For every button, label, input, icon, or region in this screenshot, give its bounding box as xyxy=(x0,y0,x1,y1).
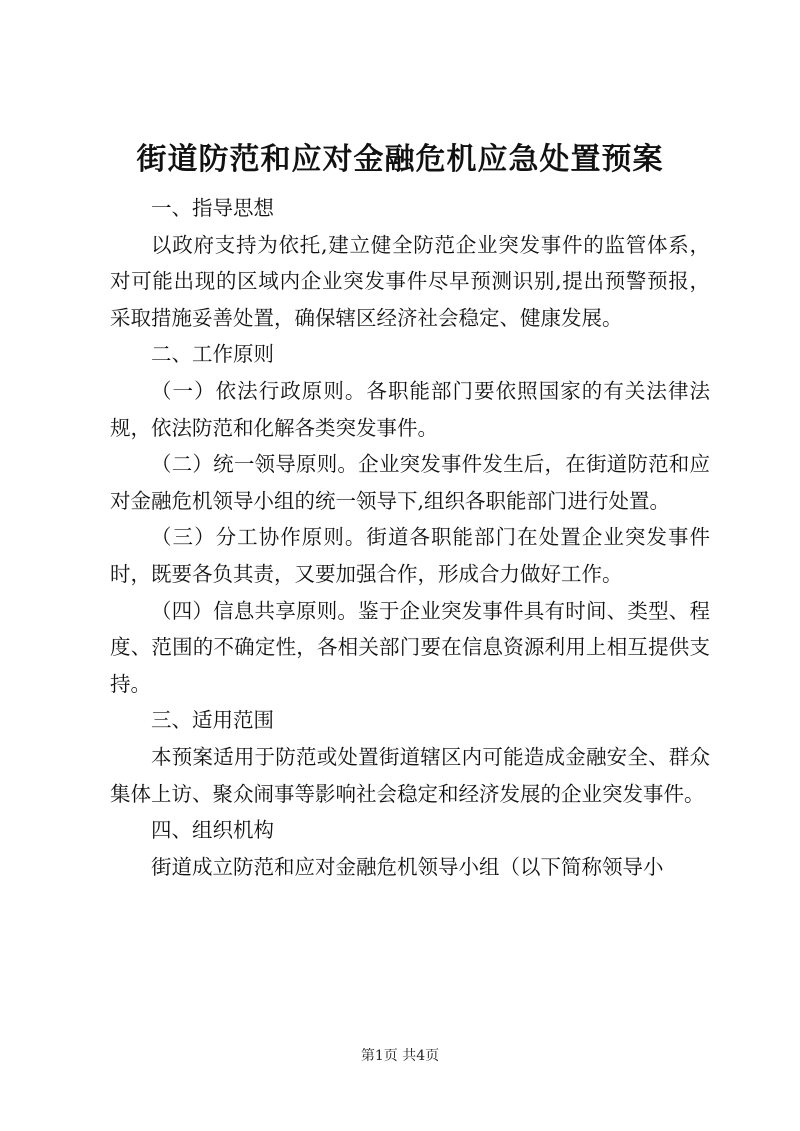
section-heading-scope: 三、适用范围 xyxy=(151,708,274,733)
document-body xyxy=(110,190,710,885)
section-heading-work-principles: 二、工作原则 xyxy=(151,342,274,367)
page-footer: 第1页 共4页 xyxy=(360,1048,440,1064)
paragraph-principle-4: （四）信息共享原则。鉴于企业突发事件具有时间、类型、程度、范围的不确定性，各相关部门要在信息资源利用上相互提供支持。 xyxy=(110,598,710,696)
paragraph-scope: 本预案适用于防范或处置街道辖区内可能造成金融安全、群众集体上访、聚众闹事等影响社会稳定和经济发展的企业突发事件。 xyxy=(110,744,710,806)
paragraph-organization: 街道成立防范和应对金融危机领导小组（以下简称领导小 xyxy=(151,854,664,879)
document-title: 街道防范和应对金融危机应急处置预案 xyxy=(136,142,664,177)
paragraph-principle-3: （三）分工协作原则。街道各职能部门在处置企业突发事件时，既要各负其责，又要加强合作，形成合力做好工作。 xyxy=(110,525,710,586)
paragraph-guiding-ideology: 以政府支持为依托,建立健全防范企业突发事件的监管体系，对可能出现的区域内企业突发事件尽早预测识别,提出预警预报，采取措施妥善处置，确保辖区经济社会稳定、健康发展。 xyxy=(110,232,710,330)
section-heading-organization: 四、组织机构 xyxy=(151,818,274,843)
paragraph-principle-1: （一）依法行政原则。各职能部门要依照国家的有关法律法规，依法防范和化解各类突发事件。 xyxy=(110,378,710,440)
paragraph-principle-2: （二）统一领导原则。企业突发事件发生后，在街道防范和应对金融危机领导小组的统一领导下,组织各职能部门进行处置。 xyxy=(110,452,710,513)
section-heading-guiding-ideology: 一、指导思想 xyxy=(151,196,274,220)
